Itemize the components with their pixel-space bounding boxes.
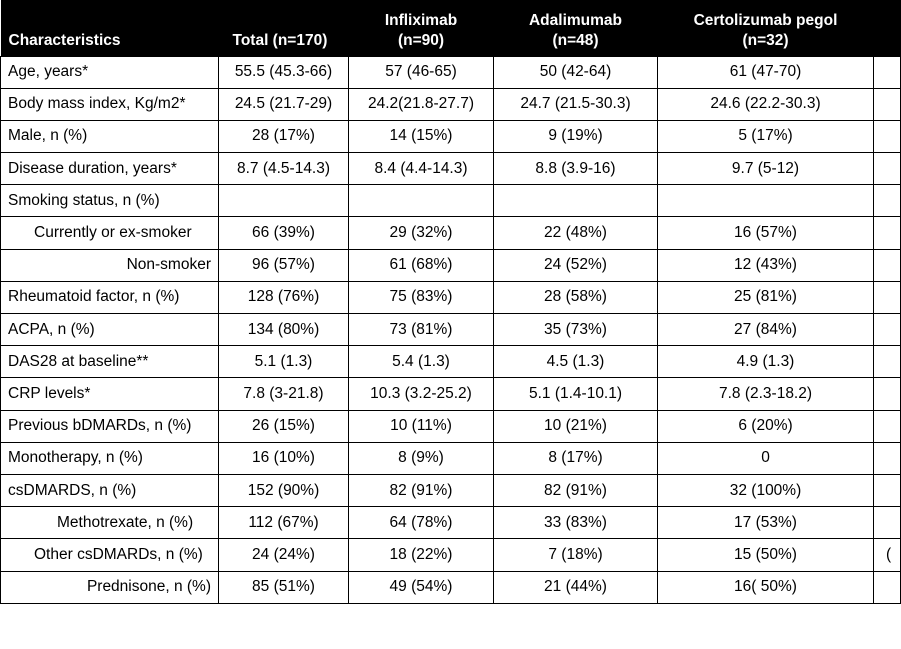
cell-adalimumab: 82 (91%)	[494, 474, 658, 506]
header-adalimumab	[494, 0, 658, 56]
cell-adalimumab: 5.1 (1.4-10.1)	[494, 378, 658, 410]
cell-infliximab: 14 (15%)	[349, 120, 494, 152]
cell-infliximab: 57 (46-65)	[349, 56, 494, 88]
cell-infliximab: 49 (54%)	[349, 571, 494, 603]
cell-infliximab: 82 (91%)	[349, 474, 494, 506]
cell-extra	[874, 410, 901, 442]
cell-total: 85 (51%)	[219, 571, 349, 603]
cell-adalimumab: 24 (52%)	[494, 249, 658, 281]
cell-total: 66 (39%)	[219, 217, 349, 249]
row-label: Monotherapy, n (%)	[1, 442, 219, 474]
table-row	[1, 88, 901, 120]
cell-adalimumab	[494, 185, 658, 217]
table-row	[1, 539, 901, 571]
header-certolizumab-name: Certolizumab pegol	[693, 11, 838, 29]
row-label: Male, n (%)	[1, 120, 219, 152]
table-row	[1, 249, 901, 281]
cell-extra	[874, 314, 901, 346]
cell-extra	[874, 507, 901, 539]
cell-infliximab: 75 (83%)	[349, 281, 494, 313]
row-label: Non-smoker	[1, 249, 219, 281]
cell-certolizumab: 32 (100%)	[658, 474, 874, 506]
header-infliximab-n: (n=90)	[397, 31, 445, 49]
cell-adalimumab: 21 (44%)	[494, 571, 658, 603]
cell-infliximab: 24.2(21.8-27.7)	[349, 88, 494, 120]
cell-adalimumab: 24.7 (21.5-30.3)	[494, 88, 658, 120]
row-label: Methotrexate, n (%)	[1, 507, 219, 539]
cell-extra	[874, 88, 901, 120]
cell-infliximab: 18 (22%)	[349, 539, 494, 571]
cell-infliximab: 29 (32%)	[349, 217, 494, 249]
cell-adalimumab: 28 (58%)	[494, 281, 658, 313]
cell-adalimumab: 22 (48%)	[494, 217, 658, 249]
cell-extra	[874, 185, 901, 217]
cell-certolizumab: 4.9 (1.3)	[658, 346, 874, 378]
cell-total: 26 (15%)	[219, 410, 349, 442]
table-row	[1, 56, 901, 88]
cell-total: 134 (80%)	[219, 314, 349, 346]
table-row	[1, 314, 901, 346]
cell-extra	[874, 346, 901, 378]
cell-certolizumab: 61 (47-70)	[658, 56, 874, 88]
header-adalimumab-n: (n=48)	[552, 31, 599, 49]
cell-total: 16 (10%)	[219, 442, 349, 474]
cell-certolizumab: 17 (53%)	[658, 507, 874, 539]
cell-adalimumab: 35 (73%)	[494, 314, 658, 346]
table-row	[1, 474, 901, 506]
row-label: Disease duration, years*	[1, 153, 219, 185]
cell-infliximab: 61 (68%)	[349, 249, 494, 281]
cell-certolizumab: 16( 50%)	[658, 571, 874, 603]
row-label: Age, years*	[1, 56, 219, 88]
cell-certolizumab: 9.7 (5-12)	[658, 153, 874, 185]
header-certolizumab	[658, 0, 874, 56]
cell-certolizumab: 16 (57%)	[658, 217, 874, 249]
row-label: Prednisone, n (%)	[1, 571, 219, 603]
header-characteristics: Characteristics	[8, 31, 121, 49]
table-row	[1, 507, 901, 539]
cell-infliximab: 8 (9%)	[349, 442, 494, 474]
cell-infliximab	[349, 185, 494, 217]
cell-total: 96 (57%)	[219, 249, 349, 281]
cell-certolizumab: 24.6 (22.2-30.3)	[658, 88, 874, 120]
cell-total: 24.5 (21.7-29)	[219, 88, 349, 120]
table-row	[1, 153, 901, 185]
cell-adalimumab: 4.5 (1.3)	[494, 346, 658, 378]
cell-total: 24 (24%)	[219, 539, 349, 571]
table-row	[1, 346, 901, 378]
cell-certolizumab: 7.8 (2.3-18.2)	[658, 378, 874, 410]
cell-certolizumab: 25 (81%)	[658, 281, 874, 313]
table-row	[1, 185, 901, 217]
cell-total: 55.5 (45.3-66)	[219, 56, 349, 88]
row-label: DAS28 at baseline**	[1, 346, 219, 378]
row-label: Currently or ex-smoker	[1, 217, 219, 249]
row-label: Smoking status, n (%)	[1, 185, 219, 217]
cell-certolizumab: 12 (43%)	[658, 249, 874, 281]
cell-total: 152 (90%)	[219, 474, 349, 506]
cell-adalimumab: 10 (21%)	[494, 410, 658, 442]
table-row	[1, 571, 901, 603]
cell-extra	[874, 120, 901, 152]
cell-extra	[874, 571, 901, 603]
header-row	[1, 0, 901, 56]
cell-total	[219, 185, 349, 217]
table-row	[1, 217, 901, 249]
cell-certolizumab: 5 (17%)	[658, 120, 874, 152]
row-label: ACPA, n (%)	[1, 314, 219, 346]
header-extra	[874, 0, 901, 56]
cell-certolizumab	[658, 185, 874, 217]
cell-adalimumab: 9 (19%)	[494, 120, 658, 152]
cell-total: 28 (17%)	[219, 120, 349, 152]
cell-adalimumab: 33 (83%)	[494, 507, 658, 539]
header-infliximab-name: Infliximab	[384, 11, 458, 29]
cell-infliximab: 10 (11%)	[349, 410, 494, 442]
cell-infliximab: 10.3 (3.2-25.2)	[349, 378, 494, 410]
cell-total: 7.8 (3-21.8)	[219, 378, 349, 410]
row-label: Previous bDMARDs, n (%)	[1, 410, 219, 442]
cell-extra	[874, 474, 901, 506]
table-row	[1, 120, 901, 152]
cell-certolizumab: 0	[658, 442, 874, 474]
cell-adalimumab: 7 (18%)	[494, 539, 658, 571]
cell-certolizumab: 15 (50%)	[658, 539, 874, 571]
table-row	[1, 442, 901, 474]
cell-extra: (	[874, 539, 901, 571]
cell-total: 8.7 (4.5-14.3)	[219, 153, 349, 185]
table-row	[1, 281, 901, 313]
cell-certolizumab: 6 (20%)	[658, 410, 874, 442]
cell-infliximab: 73 (81%)	[349, 314, 494, 346]
cell-adalimumab: 8 (17%)	[494, 442, 658, 474]
cell-adalimumab: 50 (42-64)	[494, 56, 658, 88]
cell-certolizumab: 27 (84%)	[658, 314, 874, 346]
cell-infliximab: 8.4 (4.4-14.3)	[349, 153, 494, 185]
cell-total: 5.1 (1.3)	[219, 346, 349, 378]
table-body	[1, 56, 901, 603]
header-adalimumab-name: Adalimumab	[528, 11, 622, 29]
cell-infliximab: 64 (78%)	[349, 507, 494, 539]
cell-extra	[874, 56, 901, 88]
row-label: CRP levels*	[1, 378, 219, 410]
row-label: Other csDMARDs, n (%)	[1, 539, 219, 571]
cell-extra	[874, 281, 901, 313]
header-total: Total (n=170)	[232, 31, 328, 49]
cell-extra	[874, 249, 901, 281]
cell-total: 112 (67%)	[219, 507, 349, 539]
cell-adalimumab: 8.8 (3.9-16)	[494, 153, 658, 185]
cell-extra	[874, 153, 901, 185]
cell-total: 128 (76%)	[219, 281, 349, 313]
header-certolizumab-n: (n=32)	[742, 31, 789, 49]
row-label: csDMARDS, n (%)	[1, 474, 219, 506]
table-row	[1, 410, 901, 442]
row-label: Rheumatoid factor, n (%)	[1, 281, 219, 313]
cell-infliximab: 5.4 (1.3)	[349, 346, 494, 378]
cell-extra	[874, 378, 901, 410]
header-infliximab	[349, 0, 494, 56]
cell-extra	[874, 442, 901, 474]
cell-extra	[874, 217, 901, 249]
table-row	[1, 378, 901, 410]
row-label: Body mass index, Kg/m2*	[1, 88, 219, 120]
